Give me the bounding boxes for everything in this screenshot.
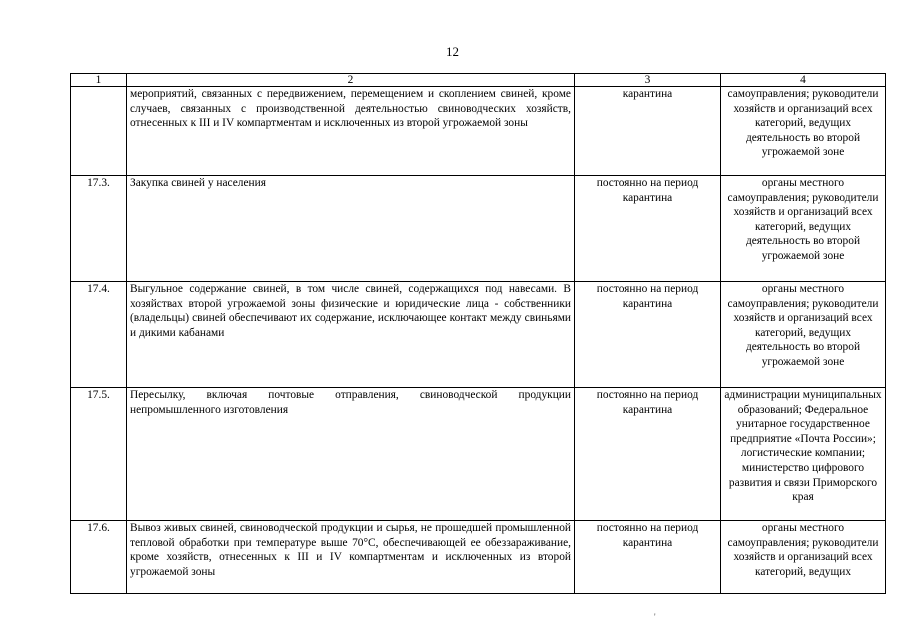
period-cell: карантина: [575, 87, 721, 176]
table-row: [71, 176, 886, 282]
responsible-cell: органы местного самоуправления; руководители хозяйств и организаций всех категорий, ведущих деятельность во второй угрожаемой зоне: [721, 282, 886, 388]
responsible-cell: администрации муниципальных образований; Федеральное унитарное государственное предприятие «Почта России»; логистические компании; министерство цифрового развития и связи Приморского края: [721, 388, 886, 521]
measure-cell: Пересылку, включая почтовые отправления, свиноводческой продукции непромышленного изготовления: [127, 388, 575, 521]
row-number-cell: 17.3.: [71, 176, 127, 282]
period-cell: постоянно на период карантина: [575, 388, 721, 521]
row-number-cell: [71, 87, 127, 176]
period-cell: постоянно на период карантина: [575, 521, 721, 594]
header-cell-3: 3: [575, 74, 721, 87]
responsible-cell: органы местного самоуправления; руководители хозяйств и организаций всех категорий, ведущих: [721, 521, 886, 594]
responsible-cell: органы местного самоуправления; руководители хозяйств и организаций всех категорий, ведущих деятельность во второй угрожаемой зоне: [721, 176, 886, 282]
table-row: [71, 87, 886, 176]
period-cell: постоянно на период карантина: [575, 282, 721, 388]
table-row: [71, 521, 886, 594]
page-number: 12: [446, 44, 459, 59]
header-cell-4: 4: [721, 74, 886, 87]
table-header-row: [71, 74, 886, 87]
measure-cell: мероприятий, связанных с передвижением, перемещением и скоплением свиней, кроме случаев, связанных с производственной деятельностью свиноводческих хозяйств, отнесенных к III и IV компартментам и исключенных из второй угрожаемой зоны: [127, 87, 575, 176]
header-cell-1: 1: [71, 74, 127, 87]
responsible-cell: самоуправления; руководители хозяйств и организаций всех категорий, ведущих деятельность во второй угрожаемой зоне: [721, 87, 886, 176]
table-row: [71, 282, 886, 388]
measure-cell: Закупка свиней у населения: [127, 176, 575, 282]
table-row: [71, 388, 886, 521]
measure-cell: Вывоз живых свиней, свиноводческой продукции и сырья, не прошедшей промышленной тепловой обработки при температуре выше 70°С, обеспечивающей ее обеззараживание, кроме хозяйств, отнесенных к III и IV компартментам и исключенных из второй угрожаемой зоны: [127, 521, 575, 594]
measures-table: [70, 73, 886, 594]
header-cell-2: 2: [127, 74, 575, 87]
measure-cell: Выгульное содержание свиней, в том числе свиней, содержащихся под навесами. В хозяйствах второй угрожаемой зоны физические и юридические лица - собственники (владельцы) свиней обеспечивают их содержание, исключающее контакт между свиньями и дикими кабанами: [127, 282, 575, 388]
row-number-cell: 17.4.: [71, 282, 127, 388]
period-cell: постоянно на период карантина: [575, 176, 721, 282]
scan-artifact-mark: ': [654, 612, 656, 622]
row-number-cell: 17.6.: [71, 521, 127, 594]
row-number-cell: 17.5.: [71, 388, 127, 521]
